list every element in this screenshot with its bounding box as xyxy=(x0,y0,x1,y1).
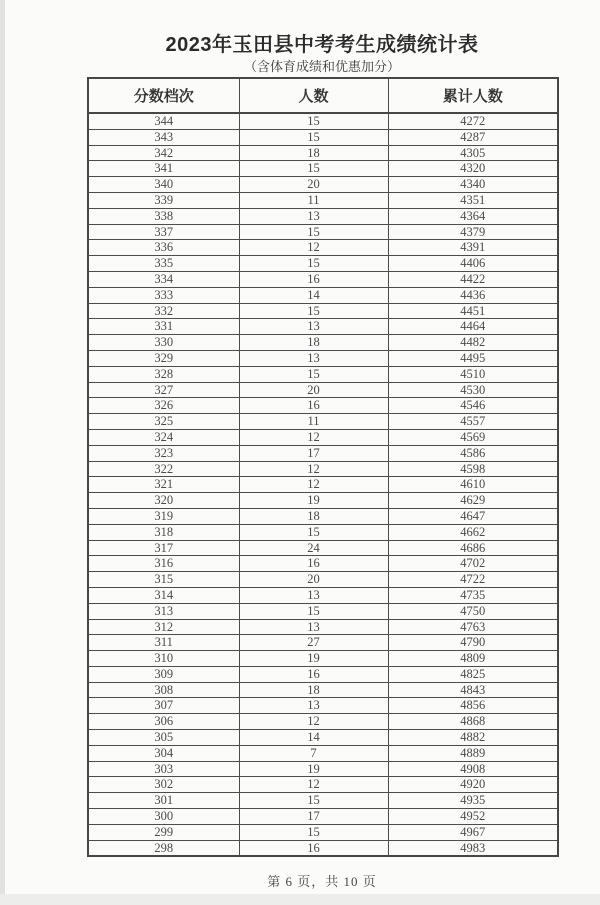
cumulative-count-cell: 4586 xyxy=(388,445,558,461)
table-row xyxy=(88,240,558,256)
table-row xyxy=(88,840,558,856)
table-row xyxy=(88,524,558,540)
count-cell: 15 xyxy=(239,524,388,540)
count-cell: 15 xyxy=(239,366,388,382)
score-level-cell: 341 xyxy=(88,161,239,177)
table-row xyxy=(88,777,558,793)
count-cell: 7 xyxy=(239,745,388,761)
count-cell: 15 xyxy=(239,161,388,177)
scan-edge-bottom xyxy=(0,894,600,905)
table-row xyxy=(88,366,558,382)
table-row xyxy=(88,208,558,224)
cumulative-count-cell: 4983 xyxy=(388,840,558,856)
cumulative-count-cell: 4735 xyxy=(388,587,558,603)
table-row xyxy=(88,350,558,366)
cumulative-count-cell: 4825 xyxy=(388,666,558,682)
count-cell: 14 xyxy=(239,287,388,303)
count-cell: 13 xyxy=(239,587,388,603)
table-row xyxy=(88,761,558,777)
count-cell: 20 xyxy=(239,177,388,193)
score-level-cell: 321 xyxy=(88,477,239,493)
table-row xyxy=(88,177,558,193)
score-level-cell: 300 xyxy=(88,809,239,825)
score-level-cell: 343 xyxy=(88,129,239,145)
count-cell: 19 xyxy=(239,761,388,777)
cumulative-count-cell: 4750 xyxy=(388,603,558,619)
cumulative-count-cell: 4379 xyxy=(388,224,558,240)
score-level-cell: 314 xyxy=(88,587,239,603)
table-row xyxy=(88,414,558,430)
score-level-cell: 339 xyxy=(88,192,239,208)
score-level-cell: 344 xyxy=(88,113,239,129)
table-row xyxy=(88,303,558,319)
cumulative-count-cell: 4569 xyxy=(388,429,558,445)
count-cell: 12 xyxy=(239,714,388,730)
count-cell: 13 xyxy=(239,208,388,224)
score-level-cell: 311 xyxy=(88,635,239,651)
table-row xyxy=(88,113,558,129)
count-cell: 24 xyxy=(239,540,388,556)
table-row xyxy=(88,635,558,651)
cumulative-count-cell: 4436 xyxy=(388,287,558,303)
score-level-cell: 335 xyxy=(88,256,239,272)
score-level-cell: 325 xyxy=(88,414,239,430)
table-row xyxy=(88,824,558,840)
count-cell: 15 xyxy=(239,793,388,809)
count-cell: 17 xyxy=(239,445,388,461)
score-level-cell: 336 xyxy=(88,240,239,256)
cumulative-count-cell: 4647 xyxy=(388,508,558,524)
cumulative-count-cell: 4882 xyxy=(388,730,558,746)
score-level-cell: 328 xyxy=(88,366,239,382)
cumulative-count-cell: 4722 xyxy=(388,572,558,588)
cumulative-count-cell: 4406 xyxy=(388,256,558,272)
cumulative-count-cell: 4495 xyxy=(388,350,558,366)
column-header-score-level: 分数档次 xyxy=(88,78,239,113)
table-row xyxy=(88,587,558,603)
table-row xyxy=(88,793,558,809)
score-level-cell: 309 xyxy=(88,666,239,682)
cumulative-count-cell: 4809 xyxy=(388,651,558,667)
count-cell: 12 xyxy=(239,240,388,256)
table-row xyxy=(88,745,558,761)
score-level-cell: 342 xyxy=(88,145,239,161)
score-level-cell: 301 xyxy=(88,793,239,809)
cumulative-count-cell: 4908 xyxy=(388,761,558,777)
cumulative-count-cell: 4305 xyxy=(388,145,558,161)
count-cell: 15 xyxy=(239,603,388,619)
table-row xyxy=(88,256,558,272)
cumulative-count-cell: 4952 xyxy=(388,809,558,825)
count-cell: 13 xyxy=(239,698,388,714)
scan-edge-left xyxy=(0,0,5,905)
cumulative-count-cell: 4391 xyxy=(388,240,558,256)
score-level-cell: 329 xyxy=(88,350,239,366)
score-level-cell: 299 xyxy=(88,824,239,840)
cumulative-count-cell: 4935 xyxy=(388,793,558,809)
table-row xyxy=(88,666,558,682)
table-row xyxy=(88,192,558,208)
score-table-body xyxy=(88,113,558,856)
count-cell: 18 xyxy=(239,335,388,351)
score-level-cell: 333 xyxy=(88,287,239,303)
count-cell: 11 xyxy=(239,414,388,430)
score-level-cell: 338 xyxy=(88,208,239,224)
page-title: 2023年玉田县中考考生成绩统计表 xyxy=(165,34,479,56)
score-level-cell: 340 xyxy=(88,177,239,193)
column-header-count: 人数 xyxy=(239,78,388,113)
cumulative-count-cell: 4557 xyxy=(388,414,558,430)
score-level-cell: 337 xyxy=(88,224,239,240)
table-row xyxy=(88,319,558,335)
count-cell: 27 xyxy=(239,635,388,651)
count-cell: 15 xyxy=(239,129,388,145)
count-cell: 13 xyxy=(239,619,388,635)
count-cell: 17 xyxy=(239,809,388,825)
cumulative-count-cell: 4702 xyxy=(388,556,558,572)
score-level-cell: 319 xyxy=(88,508,239,524)
cumulative-count-cell: 4856 xyxy=(388,698,558,714)
table-row xyxy=(88,556,558,572)
table-row xyxy=(88,508,558,524)
table-row xyxy=(88,651,558,667)
column-header-cumulative-count: 累计人数 xyxy=(388,78,558,113)
table-row xyxy=(88,382,558,398)
cumulative-count-cell: 4686 xyxy=(388,540,558,556)
count-cell: 15 xyxy=(239,303,388,319)
cumulative-count-cell: 4320 xyxy=(388,161,558,177)
score-level-cell: 318 xyxy=(88,524,239,540)
score-level-cell: 316 xyxy=(88,556,239,572)
count-cell: 16 xyxy=(239,398,388,414)
cumulative-count-cell: 4340 xyxy=(388,177,558,193)
score-level-cell: 334 xyxy=(88,271,239,287)
cumulative-count-cell: 4464 xyxy=(388,319,558,335)
count-cell: 16 xyxy=(239,840,388,856)
page-subtitle: （含体育成绩和优惠加分） xyxy=(243,59,400,74)
table-row xyxy=(88,619,558,635)
table-row xyxy=(88,287,558,303)
score-level-cell: 320 xyxy=(88,493,239,509)
cumulative-count-cell: 4889 xyxy=(388,745,558,761)
score-level-cell: 304 xyxy=(88,745,239,761)
table-row xyxy=(88,429,558,445)
table-row xyxy=(88,714,558,730)
count-cell: 20 xyxy=(239,572,388,588)
score-level-cell: 324 xyxy=(88,429,239,445)
cumulative-count-cell: 4287 xyxy=(388,129,558,145)
score-level-cell: 313 xyxy=(88,603,239,619)
table-header-row xyxy=(88,78,558,113)
table-row xyxy=(88,809,558,825)
count-cell: 16 xyxy=(239,271,388,287)
count-cell: 20 xyxy=(239,382,388,398)
table-row xyxy=(88,161,558,177)
cumulative-count-cell: 4422 xyxy=(388,271,558,287)
count-cell: 18 xyxy=(239,145,388,161)
score-level-cell: 322 xyxy=(88,461,239,477)
count-cell: 19 xyxy=(239,493,388,509)
count-cell: 16 xyxy=(239,556,388,572)
cumulative-count-cell: 4843 xyxy=(388,682,558,698)
cumulative-count-cell: 4662 xyxy=(388,524,558,540)
cumulative-count-cell: 4967 xyxy=(388,824,558,840)
table-row xyxy=(88,224,558,240)
score-level-cell: 298 xyxy=(88,840,239,856)
table-row xyxy=(88,540,558,556)
score-level-cell: 306 xyxy=(88,714,239,730)
score-level-cell: 326 xyxy=(88,398,239,414)
score-level-cell: 308 xyxy=(88,682,239,698)
count-cell: 15 xyxy=(239,224,388,240)
count-cell: 13 xyxy=(239,319,388,335)
score-level-cell: 312 xyxy=(88,619,239,635)
table-row xyxy=(88,445,558,461)
count-cell: 14 xyxy=(239,730,388,746)
table-row xyxy=(88,271,558,287)
count-cell: 11 xyxy=(239,192,388,208)
count-cell: 12 xyxy=(239,461,388,477)
count-cell: 13 xyxy=(239,350,388,366)
count-cell: 15 xyxy=(239,256,388,272)
table-row xyxy=(88,572,558,588)
cumulative-count-cell: 4530 xyxy=(388,382,558,398)
count-cell: 16 xyxy=(239,666,388,682)
cumulative-count-cell: 4920 xyxy=(388,777,558,793)
score-level-cell: 327 xyxy=(88,382,239,398)
count-cell: 12 xyxy=(239,429,388,445)
score-level-cell: 305 xyxy=(88,730,239,746)
cumulative-count-cell: 4546 xyxy=(388,398,558,414)
count-cell: 18 xyxy=(239,508,388,524)
table-row xyxy=(88,698,558,714)
table-row xyxy=(88,682,558,698)
score-level-cell: 302 xyxy=(88,777,239,793)
cumulative-count-cell: 4351 xyxy=(388,192,558,208)
score-level-cell: 315 xyxy=(88,572,239,588)
cumulative-count-cell: 4598 xyxy=(388,461,558,477)
score-level-cell: 310 xyxy=(88,651,239,667)
cumulative-count-cell: 4763 xyxy=(388,619,558,635)
count-cell: 15 xyxy=(239,824,388,840)
score-level-cell: 330 xyxy=(88,335,239,351)
cumulative-count-cell: 4868 xyxy=(388,714,558,730)
page-number-footer: 第 6 页，共 10 页 xyxy=(267,874,377,889)
score-statistics-table xyxy=(87,77,559,857)
table-row xyxy=(88,477,558,493)
score-level-cell: 307 xyxy=(88,698,239,714)
cumulative-count-cell: 4451 xyxy=(388,303,558,319)
cumulative-count-cell: 4272 xyxy=(388,113,558,129)
table-row xyxy=(88,730,558,746)
score-level-cell: 331 xyxy=(88,319,239,335)
table-row xyxy=(88,493,558,509)
cumulative-count-cell: 4482 xyxy=(388,335,558,351)
table-row xyxy=(88,398,558,414)
table-row xyxy=(88,461,558,477)
count-cell: 19 xyxy=(239,651,388,667)
table-row xyxy=(88,129,558,145)
table-row xyxy=(88,145,558,161)
count-cell: 12 xyxy=(239,777,388,793)
score-level-cell: 323 xyxy=(88,445,239,461)
table-row xyxy=(88,335,558,351)
cumulative-count-cell: 4629 xyxy=(388,493,558,509)
cumulative-count-cell: 4364 xyxy=(388,208,558,224)
cumulative-count-cell: 4510 xyxy=(388,366,558,382)
count-cell: 18 xyxy=(239,682,388,698)
cumulative-count-cell: 4790 xyxy=(388,635,558,651)
cumulative-count-cell: 4610 xyxy=(388,477,558,493)
score-level-cell: 317 xyxy=(88,540,239,556)
table-row xyxy=(88,603,558,619)
score-level-cell: 303 xyxy=(88,761,239,777)
count-cell: 12 xyxy=(239,477,388,493)
score-level-cell: 332 xyxy=(88,303,239,319)
count-cell: 15 xyxy=(239,113,388,129)
